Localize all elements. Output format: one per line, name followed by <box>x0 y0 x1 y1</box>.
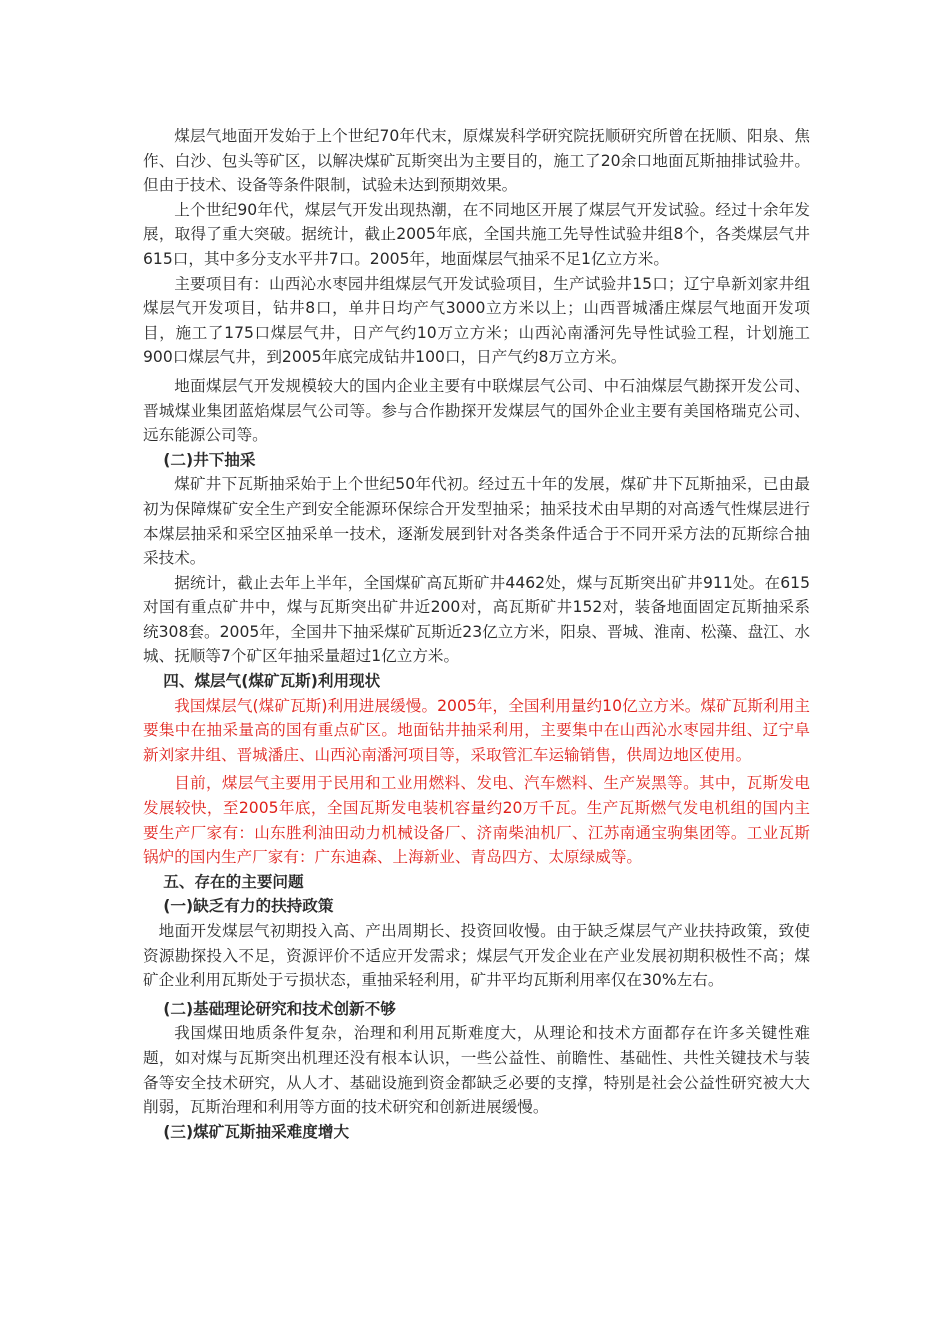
paragraph-current-uses: 目前，煤层气主要用于民用和工业用燃料、发电、汽车燃料、生产炭黑等。其中，瓦斯发电发展较快，至2005年底，全国瓦斯发电装机容量约20万千瓦。生产瓦斯燃气发电机组的国内主要生产厂家有：山东胜利油田动力机械设备厂、济南柴油机厂、江苏南通宝驹集团等。工业瓦斯锅炉的国内生产厂家有：广东迪森、上海新业、青岛四方、太原绿威等。 <box>143 774 810 867</box>
heading-research-insufficient: (二)基础理论研究和技术创新不够 <box>163 999 396 1018</box>
paragraph-research-issues: 我国煤田地质条件复杂，治理和利用瓦斯难度大，从理论和技术方面都存在许多关键性难题，如对煤与瓦斯突出机理还没有根本认识，一些公益性、前瞻性、基础性、共性关键技术与装备等安全技术研究，从人才、基础设施到资金都缺乏必要的支撑，特别是社会公益性研究被大大削弱，瓦斯治理和利用等方面的技术研究和创新进展缓慢。 <box>143 1024 810 1117</box>
paragraph-main-projects: 主要项目有：山西沁水枣园井组煤层气开发试验项目，生产试验井15口；辽宁阜新刘家井组煤层气开发项目，钻井8口，单井日均产气3000立方米以上；山西晋城潘庄煤层气地面开发项目，施工了175口煤层气井，日产气约10万立方米；山西沁南潘河先导性试验工程，计划施工900口煤层气井，到2005年底完成钻井100口，日产气约8万立方米。 <box>143 274 810 367</box>
paragraph-mine-statistics: 据统计，截止去年上半年，全国煤矿高瓦斯矿井4462处，煤与瓦斯突出矿井911处。在615对国有重点矿井中，煤与瓦斯突出矿井近200对，高瓦斯矿井152对，装备地面固定瓦斯抽采系统308套。2005年，全国井下抽采煤矿瓦斯近23亿立方米，阳泉、晋城、淮南、松藻、盘江、水城、抚顺等7个矿区年抽采量超过1亿立方米。 <box>143 573 810 666</box>
heading-utilization-status: 四、煤层气(煤矿瓦斯)利用现状 <box>163 672 381 691</box>
paragraph-1990s-development: 上个世纪90年代，煤层气开发出现热潮，在不同地区开展了煤层气开发试验。经过十余年发展，取得了重大突破。据统计，截止2005年底，全国共施工先导性试验井组8个，各类煤层气井615口，其中多分支水平井7口。2005年，地面煤层气抽采不足1亿立方米。 <box>143 200 810 268</box>
paragraph-policy-issues: 地面开发煤层气初期投入高、产出周期长、投资回收慢。由于缺乏煤层气产业扶持政策，致使资源勘探投入不足，资源评价不适应开发需求；煤层气开发企业在产业发展初期积极性不高；煤矿企业利用瓦斯处于亏损状态，重抽采轻利用，矿井平均瓦斯利用率仅在30%左右。 <box>143 922 810 990</box>
heading-main-problems: 五、存在的主要问题 <box>163 872 304 891</box>
paragraph-enterprises: 地面煤层气开发规模较大的国内企业主要有中联煤层气公司、中石油煤层气勘探开发公司、晋城煤业集团蓝焰煤层气公司等。参与合作勘探开发煤层气的国外企业主要有美国格瑞克公司、远东能源公司等。 <box>143 376 810 445</box>
paragraph-underground-history: 煤矿井下瓦斯抽采始于上个世纪50年代初。经过五十年的发展，煤矿井下瓦斯抽采，已由最初为保障煤矿安全生产到安全能源环保综合开发型抽采；抽采技术由早期的对高透气性煤层进行本煤层抽采和采空区抽采单一技术，逐渐发展到针对各类条件适合于不同开采方法的瓦斯综合抽采技术。 <box>143 475 810 568</box>
heading-lack-of-policy: (一)缺乏有力的扶持政策 <box>163 897 334 916</box>
paragraph-utilization-progress: 我国煤层气(煤矿瓦斯)利用进展缓慢。2005年，全国利用量约10亿立方米。煤矿瓦斯利用主要集中在抽采量高的国有重点矿区。地面钻井抽采利用，主要集中在山西沁水枣园井组、辽宁阜新刘家井组、晋城潘庄、山西沁南潘河项目等，采取管汇车运输销售，供周边地区使用。 <box>143 696 810 764</box>
paragraph-surface-development-history: 煤层气地面开发始于上个世纪70年代末，原煤炭科学研究院抚顺研究所曾在抚顺、阳泉、焦作、白沙、包头等矿区，以解决煤矿瓦斯突出为主要目的，施工了20余口地面瓦斯抽排试验井。但由于技术、设备等条件限制，试验未达到预期效果。 <box>143 127 810 195</box>
heading-extraction-difficulty: (三)煤矿瓦斯抽采难度增大 <box>163 1122 350 1141</box>
heading-underground-extraction: (二)井下抽采 <box>163 450 256 469</box>
